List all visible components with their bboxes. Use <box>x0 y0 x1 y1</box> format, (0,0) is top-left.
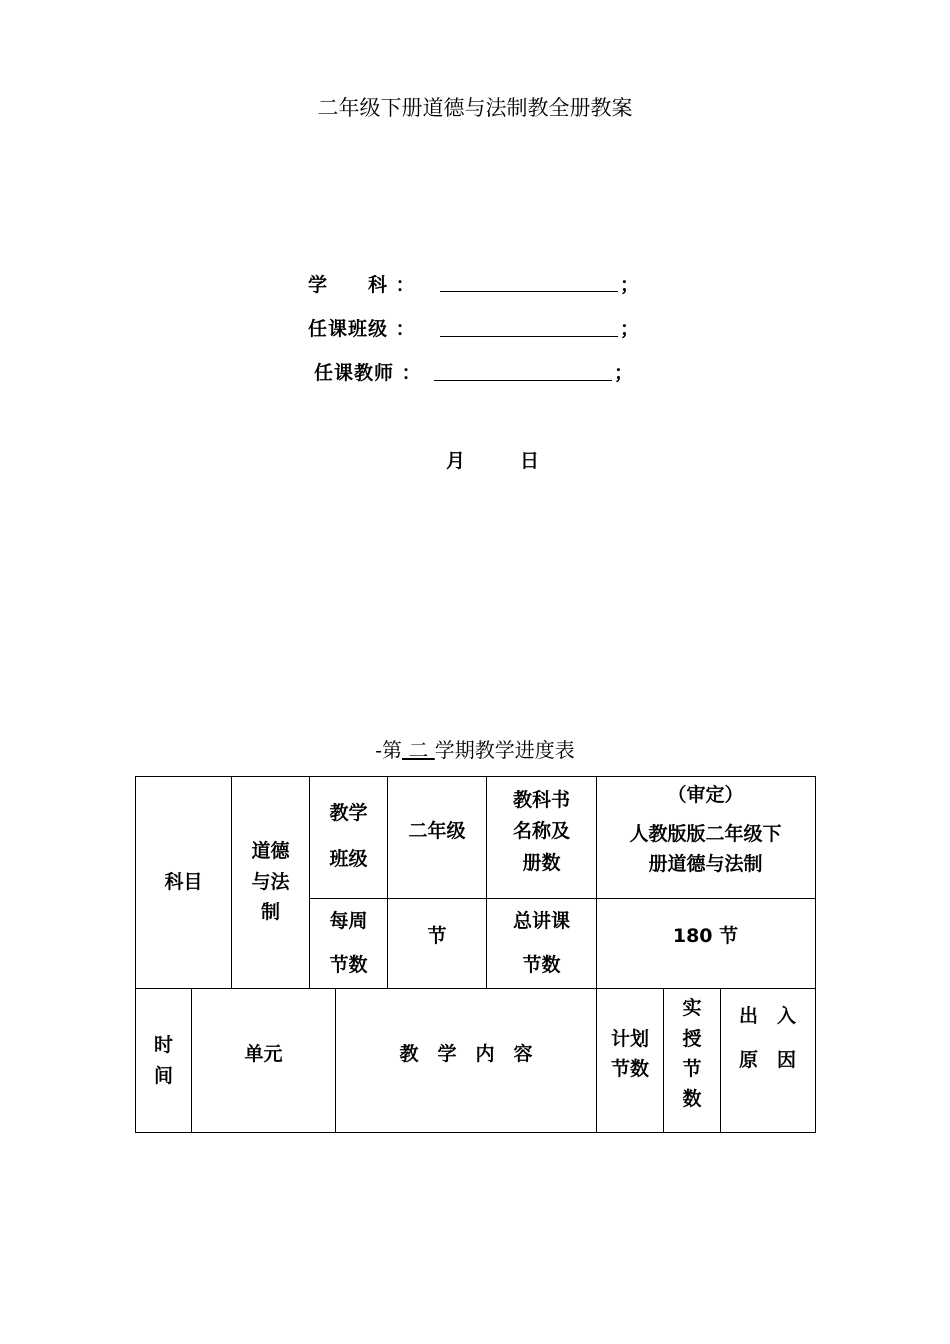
total-value: 180 节 <box>672 925 739 948</box>
teacher-semicolon: ； <box>614 362 634 384</box>
date-day: 日 <box>520 450 540 472</box>
schedule-term: 二 <box>402 738 435 762</box>
class-header: 教学 班级 <box>329 802 368 870</box>
column-content: 教 学 内 容 <box>399 1042 533 1065</box>
document-title: 二年级下册道德与法制教全册教案 <box>317 96 633 120</box>
column-unit: 单元 <box>244 1042 283 1065</box>
subject-label: 学 科 ： <box>308 274 416 296</box>
subject-semicolon: ； <box>620 274 640 296</box>
column-reason: 出 入 原 因 <box>738 1005 796 1071</box>
textbook-value: （审定） 人教版版二年级下 册道德与法制 <box>629 783 782 875</box>
weekly-value: 节 <box>427 925 447 948</box>
textbook-header: 教科书 名称及 册数 <box>512 788 570 874</box>
weekly-header: 每周 节数 <box>329 909 368 976</box>
class-field-line[interactable] <box>440 318 618 337</box>
column-planned: 计划 节数 <box>610 1027 649 1080</box>
column-time: 时 间 <box>153 1034 173 1087</box>
class-label: 任课班级 ： <box>308 318 416 340</box>
schedule-title-prefix: -第 <box>375 738 403 762</box>
total-header: 总讲课 节数 <box>512 909 570 976</box>
class-value: 二年级 <box>408 819 466 842</box>
subject-value: 道德 与法 制 <box>251 840 290 924</box>
subject-field-line[interactable] <box>440 273 618 292</box>
schedule-title <box>0 734 950 763</box>
class-semicolon: ； <box>620 318 640 340</box>
subject-header: 科目 <box>164 870 203 893</box>
date-month: 月 <box>446 450 466 472</box>
schedule-title-suffix: 学期教学进度表 <box>434 738 575 762</box>
teacher-field-line[interactable] <box>434 362 612 381</box>
column-actual: 实 授 节 数 <box>682 997 702 1111</box>
teacher-label: 任课教师 ： <box>314 362 422 384</box>
